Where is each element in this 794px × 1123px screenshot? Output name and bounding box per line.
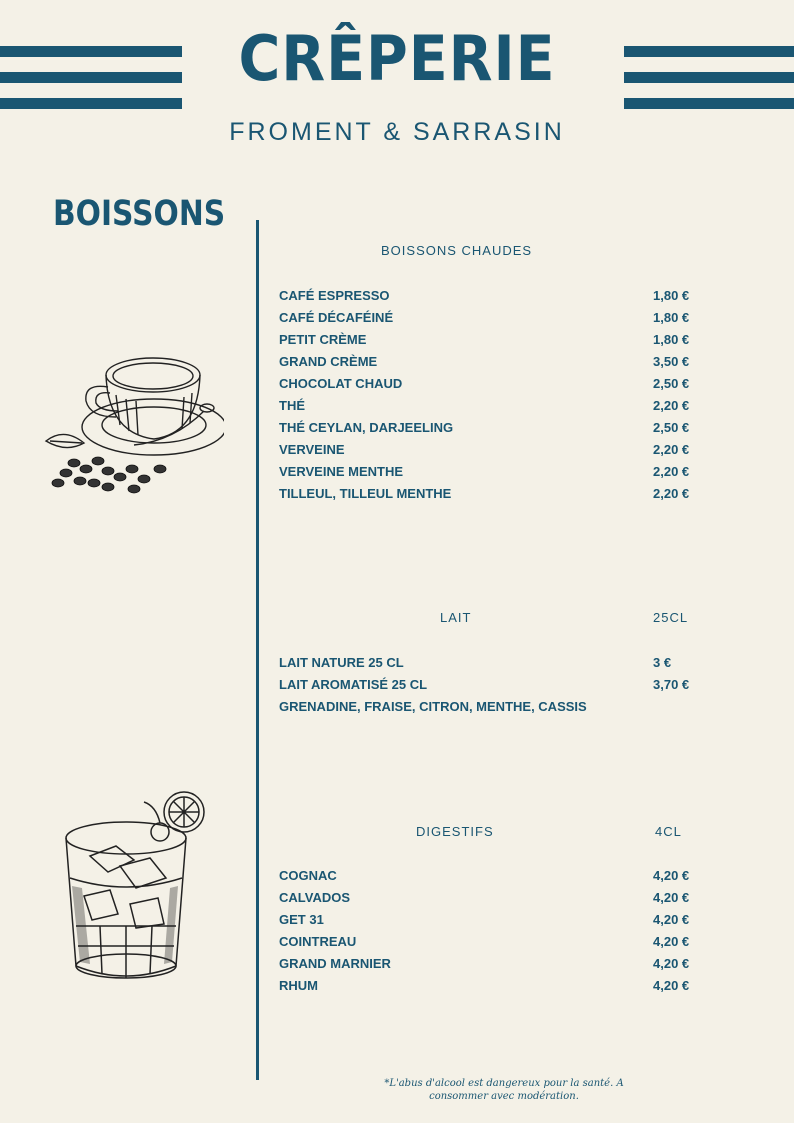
item-price: 2,20 €	[653, 464, 690, 479]
category-milk: LAIT	[440, 610, 472, 625]
item-price: 4,20 €	[653, 912, 690, 927]
item-name: THÉ	[279, 398, 305, 413]
item-name: RHUM	[279, 978, 318, 993]
item-price: 4,20 €	[653, 934, 690, 949]
item-name: LAIT AROMATISÉ 25 CL	[279, 677, 428, 692]
item-name: VERVEINE	[279, 442, 345, 457]
item-name: GRENADINE, FRAISE, CITRON, MENTHE, CASSIS	[279, 699, 587, 714]
restaurant-title: CRÊPERIE	[238, 22, 556, 95]
item-price: 4,20 €	[653, 868, 690, 883]
item-name: CALVADOS	[279, 890, 351, 905]
item-name: VERVEINE MENTHE	[279, 464, 404, 479]
item-price: 2,20 €	[653, 442, 690, 457]
item-price: 3 €	[653, 655, 672, 670]
list-item	[279, 310, 719, 332]
item-price: 2,50 €	[653, 420, 690, 435]
item-price: 2,20 €	[653, 486, 690, 501]
list-item	[279, 486, 719, 508]
item-price: 4,20 €	[653, 890, 690, 905]
item-name: GRAND CRÈME	[279, 354, 378, 369]
item-price: 1,80 €	[653, 288, 690, 303]
list-item	[279, 376, 719, 398]
item-name: TILLEUL, TILLEUL MENTHE	[279, 486, 452, 501]
item-name: CAFÉ DÉCAFÉINÉ	[279, 310, 394, 325]
list-item	[279, 655, 719, 677]
item-name: THÉ CEYLAN, DARJEELING	[279, 420, 454, 435]
list-item	[279, 398, 719, 420]
list-item	[279, 890, 719, 912]
item-name: COGNAC	[279, 868, 337, 883]
list-item	[279, 868, 719, 890]
alcohol-warning-note: *L'abus d'alcool est dangereux pour la santé. A consommer avec modération.	[384, 1078, 624, 1102]
item-price: 4,20 €	[653, 978, 690, 993]
item-price: 3,70 €	[653, 677, 690, 692]
item-name: GRAND MARNIER	[279, 956, 391, 971]
list-item	[279, 699, 719, 721]
item-price: 1,80 €	[653, 310, 690, 325]
whisky-glass-illustration-icon	[60, 786, 210, 986]
vertical-divider	[256, 220, 259, 1080]
item-name: COINTREAU	[279, 934, 357, 949]
list-item	[279, 332, 719, 354]
list-item	[279, 420, 719, 442]
list-item	[279, 912, 719, 934]
restaurant-subtitle: FROMENT & SARRASIN	[229, 118, 565, 146]
item-price: 4,20 €	[653, 956, 690, 971]
item-name: LAIT NATURE 25 CL	[279, 655, 404, 670]
list-item	[279, 354, 719, 376]
list-item	[279, 956, 719, 978]
category-milk-volume: 25CL	[653, 610, 689, 625]
category-digestifs: DIGESTIFS	[416, 824, 494, 839]
item-price: 3,50 €	[653, 354, 690, 369]
item-price: 1,80 €	[653, 332, 690, 347]
coffee-cup-illustration-icon	[44, 345, 224, 505]
category-hot-drinks: BOISSONS CHAUDES	[381, 243, 533, 258]
list-item	[279, 677, 719, 699]
list-item	[279, 978, 719, 1000]
list-item	[279, 934, 719, 956]
section-title: BOISSONS	[53, 194, 226, 234]
list-item	[279, 464, 719, 486]
item-price: 2,50 €	[653, 376, 690, 391]
item-price: 2,20 €	[653, 398, 690, 413]
list-item	[279, 288, 719, 310]
item-name: GET 31	[279, 912, 324, 927]
item-name: CHOCOLAT CHAUD	[279, 376, 403, 391]
item-name: PETIT CRÈME	[279, 332, 367, 347]
category-digestifs-volume: 4CL	[655, 824, 682, 839]
item-name: CAFÉ ESPRESSO	[279, 288, 390, 303]
list-item	[279, 442, 719, 464]
